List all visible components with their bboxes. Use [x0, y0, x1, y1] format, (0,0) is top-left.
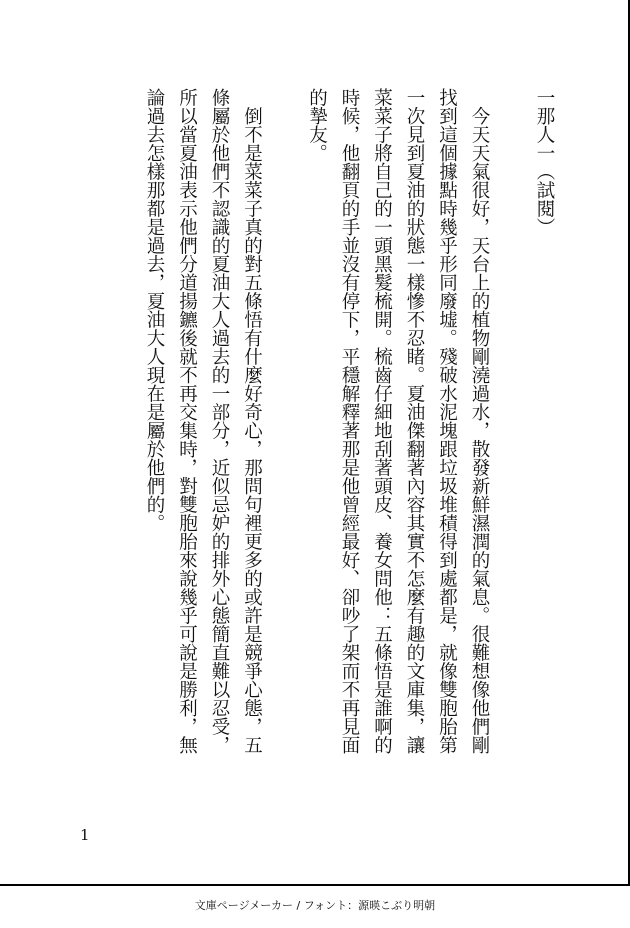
text-column: 所以當夏油表示他們分道揚鑣後就不再交集時，對雙胞胎來說幾乎可說是勝利，無	[176, 88, 198, 754]
text-column: 找到這個據點時幾乎形同廢墟。殘破水泥塊跟垃圾堆積得到處都是，就像雙胞胎第	[436, 88, 458, 754]
page-number: 1	[80, 826, 90, 844]
text-column: 時候，他翻頁的手並沒有停下，平穩解釋著那是他曾經最好、卻吵了架而不再見面	[339, 88, 360, 754]
story-title: 一那人一（試閱）	[534, 88, 555, 236]
text-column: 菜菜子將自己的一頭黑髮梳開。梳齒仔細地刮著頭皮、養女問他：五條悟是誰啊的	[371, 88, 393, 754]
text-column: 倒不是菜菜子真的對五條悟有什麼好奇心，那問句裡更多的或許是競爭心態，五	[241, 88, 263, 754]
text-column: 論過去怎樣那都是過去，夏油大人現在是屬於他們的。	[144, 88, 165, 532]
footer-credit: 文庫ページメーカー / フォント：源暎こぶり明朝	[194, 899, 436, 912]
vertical-text-body	[138, 88, 561, 808]
text-column: 今天天氣很好，天台上的植物剛澆過水，散發新鮮濕潤的氣息。很難想像他們剛	[469, 88, 490, 754]
text-column: 一次見到夏油的狀態一樣慘不忍睹。夏油傑翻著內容其實不怎麼有趣的文庫集，讓	[404, 88, 425, 754]
text-column: 條屬於他們不認識的夏油大人過去的一部分，近似忌妒的排外心態簡直難以忍受，	[209, 88, 230, 754]
text-column: 的摯友。	[306, 88, 328, 162]
